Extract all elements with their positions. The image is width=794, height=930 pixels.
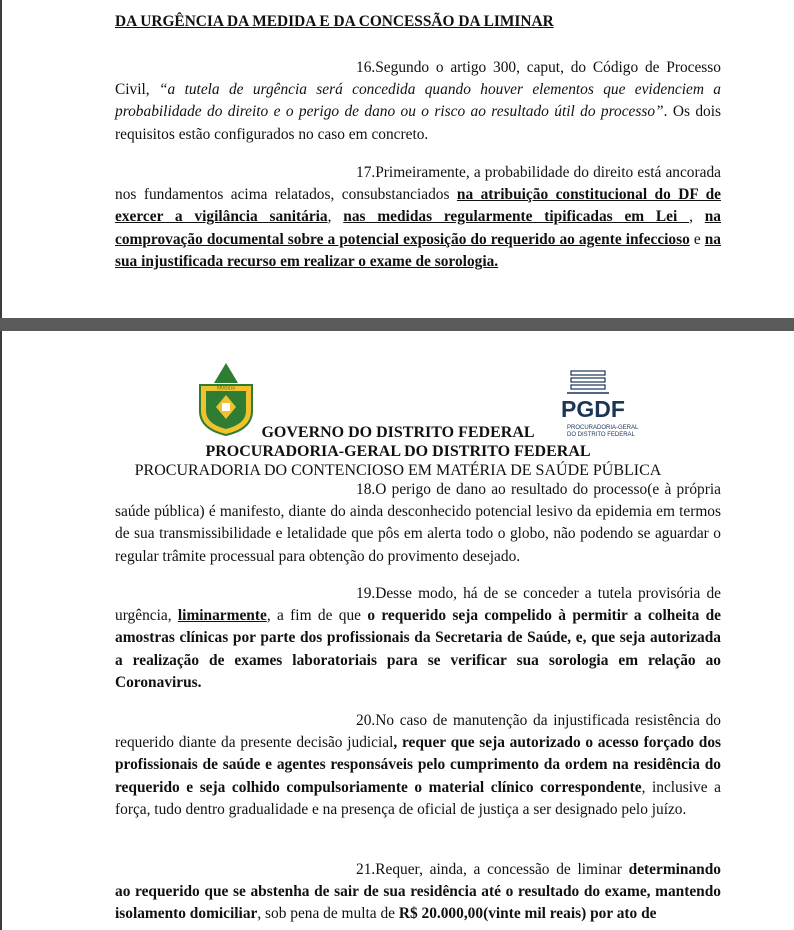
- page-separator: [0, 318, 794, 331]
- document-page-1: [2, 0, 794, 318]
- crest-text: BRASILIA: [217, 385, 235, 391]
- legal-quote: “a tutela de urgência será concedida quando houver elementos que evidenciem a probabilidade do direito e o perigo de dano ou o risco ao resultado útil do processo”: [115, 81, 722, 121]
- paragraph-20: 20.No caso de manutenção da injustificada resistência do requerido diante da presente decisão judicial, requer que seja autorizado o acesso forçado dos profissionais de saúde e agentes responsáveis pelo cumprimento da ordem na residência do requerido e seja colhido compulsoriamente o material clínico correspondente, inclusive a força, tudo dentro gradualidade e na presença de oficial de justiça a ser designado pelo juízo.: [115, 712, 722, 818]
- paragraph-18: 18.O perigo de dano ao resultado do processo(e à própria saúde pública) é manifesto, diante do ainda desconhecido potencial lesivo da epidemia em termos de sua transmissibilidade e letalidade que pôs em alerta todo o globo, não podendo se aguardar o regular trâmite processual para obtenção do provimento desejado.: [115, 481, 721, 565]
- paragraph-19: 19.Desse modo, há de se conceder a tutela provisória de urgência, liminarmente, a fim de que o requerido seja compelido à permitir a colheita de amostras clínicas por parte dos profissionais da Secretaria de Saúde, e, que seja autorizada a realização de exames laboratoriais para se verificar sua sorologia em relação ao Coronavirus.: [115, 585, 721, 691]
- paragraph-17: 17.Primeiramente, a probabilidade do direito está ancorada nos fundamentos acima relatados, consubstanciados na atribuição constitucional do DF de exercer a vigilância sanitária, nas medidas regularmente tipificadas em Lei , na comprovação documental sobre a potencial exposição do requerido ao agente infeccioso e na sua injustificada recurso em realizar o exame de sorologia.: [115, 164, 722, 270]
- header-procuradoria-contencioso: PROCURADORIA DO CONTENCIOSO EM MATÉRIA DE SAÚDE PÚBLICA: [134, 462, 662, 479]
- section-heading: DA URGÊNCIA DA MEDIDA E DA CONCESSÃO DA LIMINAR: [115, 13, 554, 30]
- pgdf-logo-subtitle: PROCURADORIA-GERAL DO DISTRITO FEDERAL: [567, 425, 639, 438]
- header-government: GOVERNO DO DISTRITO FEDERAL: [261, 424, 535, 441]
- pgdf-logo-text: PGDF: [561, 396, 625, 422]
- document-page-2: [2, 331, 794, 930]
- header-procuradoria-geral: PROCURADORIA-GERAL DO DISTRITO FEDERAL: [205, 443, 591, 460]
- paragraph-16: 16.Segundo o artigo 300, caput, do Código de Processo Civil, “a tutela de urgência será concedida quando houver elementos que evidenciem a probabilidade do direito e o perigo de dano ou o risco ao resultado útil do processo”. Os dois requisitos estão configurados no caso em concreto.: [115, 59, 722, 143]
- paragraph-21: 21.Requer, ainda, a concessão de liminar determinando ao requerido que se abstenha de sair de sua residência até o resultado do exame, mantendo isolamento domiciliar, sob pena de multa de R$ 20.000,00(vinte mil reais) por ato de: [115, 861, 721, 923]
